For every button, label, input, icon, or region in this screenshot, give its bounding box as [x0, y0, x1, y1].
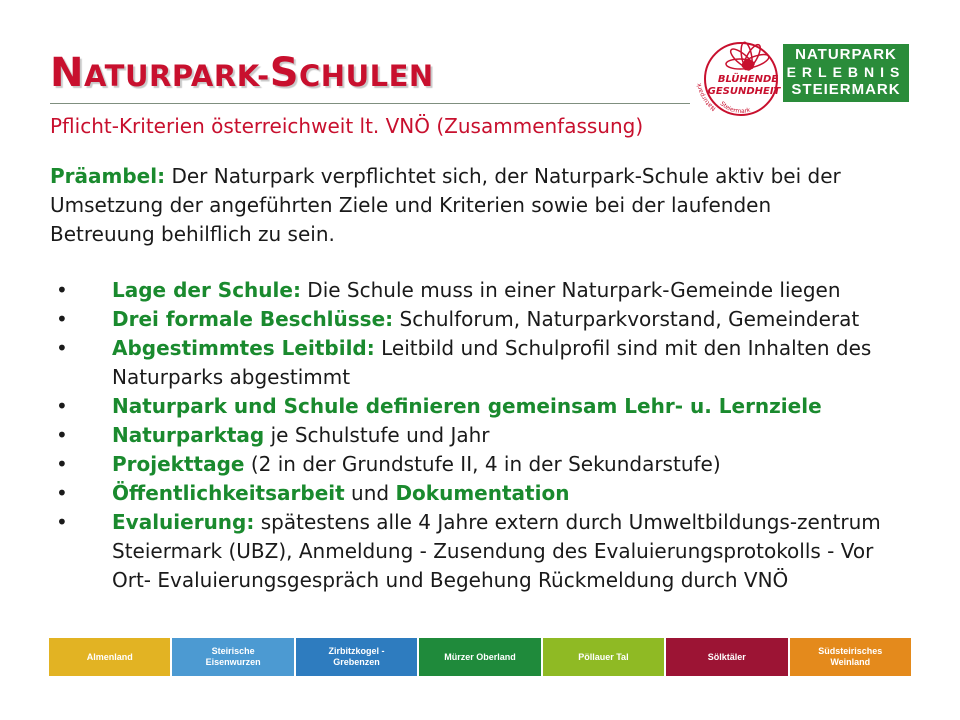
np-logo-line2: ERLEBNIS [786, 64, 906, 80]
footer-park-soelktaeler [666, 638, 787, 676]
title-cap-s: S [269, 50, 300, 96]
preamble-label: Präambel: [50, 164, 166, 188]
criteria-text: spätestens alle 4 Jahre extern durch Umweltbildungs-zentrum Steiermark (UBZ), Anmeldung - Zusendung des Evaluierungsprotokolls - Vor Ort- Evaluierungsgespräch und Begehung Rückmeldung durch VNÖ [112, 510, 881, 592]
np-logo-line3: STEIERMARK [791, 81, 901, 98]
title-cap-n: N [50, 50, 84, 96]
bullet-icon: • [56, 336, 68, 360]
bullet-icon: • [56, 278, 68, 302]
footer-park-label: Pöllauer Tal [578, 651, 629, 662]
footer-park-almenland [49, 638, 170, 676]
criteria-item [56, 421, 916, 450]
footer-park-label: Steirische Eisenwurzen [205, 646, 261, 667]
footer-park-label: Zirbitzkogel - Grebenzen [328, 646, 385, 667]
criteria-item [56, 305, 916, 334]
criteria-item [56, 392, 916, 421]
page-subtitle: Pflicht-Kriterien österreichweit lt. VNÖ (Zusammenfassung) [50, 114, 644, 138]
criteria-text: je Schulstufe und Jahr [264, 423, 490, 447]
footer-park-label: Almenland [86, 651, 133, 662]
criteria-text: Die Schule muss in einer Naturpark-Gemeinde liegen [300, 278, 841, 302]
footer-park-label: Mürzer Oberland [444, 651, 516, 662]
criteria-item [56, 450, 916, 479]
criteria-label: Naturparktag [112, 423, 265, 447]
footer-park-poellauer-tal [543, 638, 664, 676]
criteria-label: Drei formale Beschlüsse: [112, 307, 394, 331]
title-part-2: CHULEN [299, 59, 434, 93]
criteria-label: Projekttage [112, 452, 245, 476]
flower-logo-ring-bottom: Steiermark [718, 100, 752, 116]
naturpark-footer-band [49, 638, 911, 676]
flower-logo-ring-left: Naturpark [696, 82, 718, 113]
criteria-label: Abgestimmtes Leitbild: [112, 336, 375, 360]
criteria-text: Schulforum, Naturparkvorstand, Gemeinderat [393, 307, 860, 331]
footer-park-zirbitzkogel [296, 638, 417, 676]
bullet-icon: • [56, 510, 68, 534]
flower-logo-line2: GESUNDHEIT [707, 86, 781, 97]
footer-park-label: Sölktäler [707, 651, 746, 662]
criteria-item [56, 508, 916, 595]
footer-park-weinland [790, 638, 911, 676]
footer-park-eisenwurzen [172, 638, 293, 676]
criteria-label: Öffentlichkeitsarbeit [112, 481, 345, 505]
criteria-text: und [344, 481, 396, 505]
bullet-icon: • [56, 394, 68, 418]
title-part-1: ATURPARK- [83, 59, 270, 93]
criteria-item [56, 276, 916, 305]
naturpark-erlebnis-logo [783, 44, 909, 102]
title-divider [50, 103, 690, 104]
criteria-label: Evaluierung: [112, 510, 255, 534]
bullet-icon: • [56, 452, 68, 476]
flower-logo-line1: BLÜHENDE [717, 74, 779, 85]
criteria-label: Lage der Schule: [112, 278, 301, 302]
footer-park-muerzer-oberland [419, 638, 540, 676]
bluehende-gesundheit-logo [696, 34, 786, 124]
np-logo-line1: NATURPARK [795, 46, 897, 63]
criteria-text: Leitbild und Schulprofil sind mit den Inhalten des Naturparks abgestimmt [112, 336, 872, 389]
criteria-text: (2 in der Grundstufe II, 4 in der Sekundarstufe) [244, 452, 721, 476]
criteria-item [56, 334, 916, 392]
preamble-text: Der Naturpark verpflichtet sich, der Naturpark-Schule aktiv bei der Umsetzung der angeführten Ziele und Kriterien sowie bei der laufenden Betreuung behilflich zu sein. [50, 164, 841, 246]
bullet-icon: • [56, 481, 68, 505]
bullet-icon: • [56, 307, 68, 331]
page-title [50, 50, 434, 96]
bullet-icon: • [56, 423, 68, 447]
preamble-paragraph [50, 162, 880, 249]
footer-park-label: Südsteirisches Weinland [818, 646, 883, 667]
criteria-item [56, 479, 916, 508]
criteria-label: Naturpark und Schule definieren gemeinsam Lehr- u. Lernziele [112, 394, 822, 418]
criteria-label-2: Dokumentation [395, 481, 570, 505]
criteria-list [56, 276, 916, 595]
